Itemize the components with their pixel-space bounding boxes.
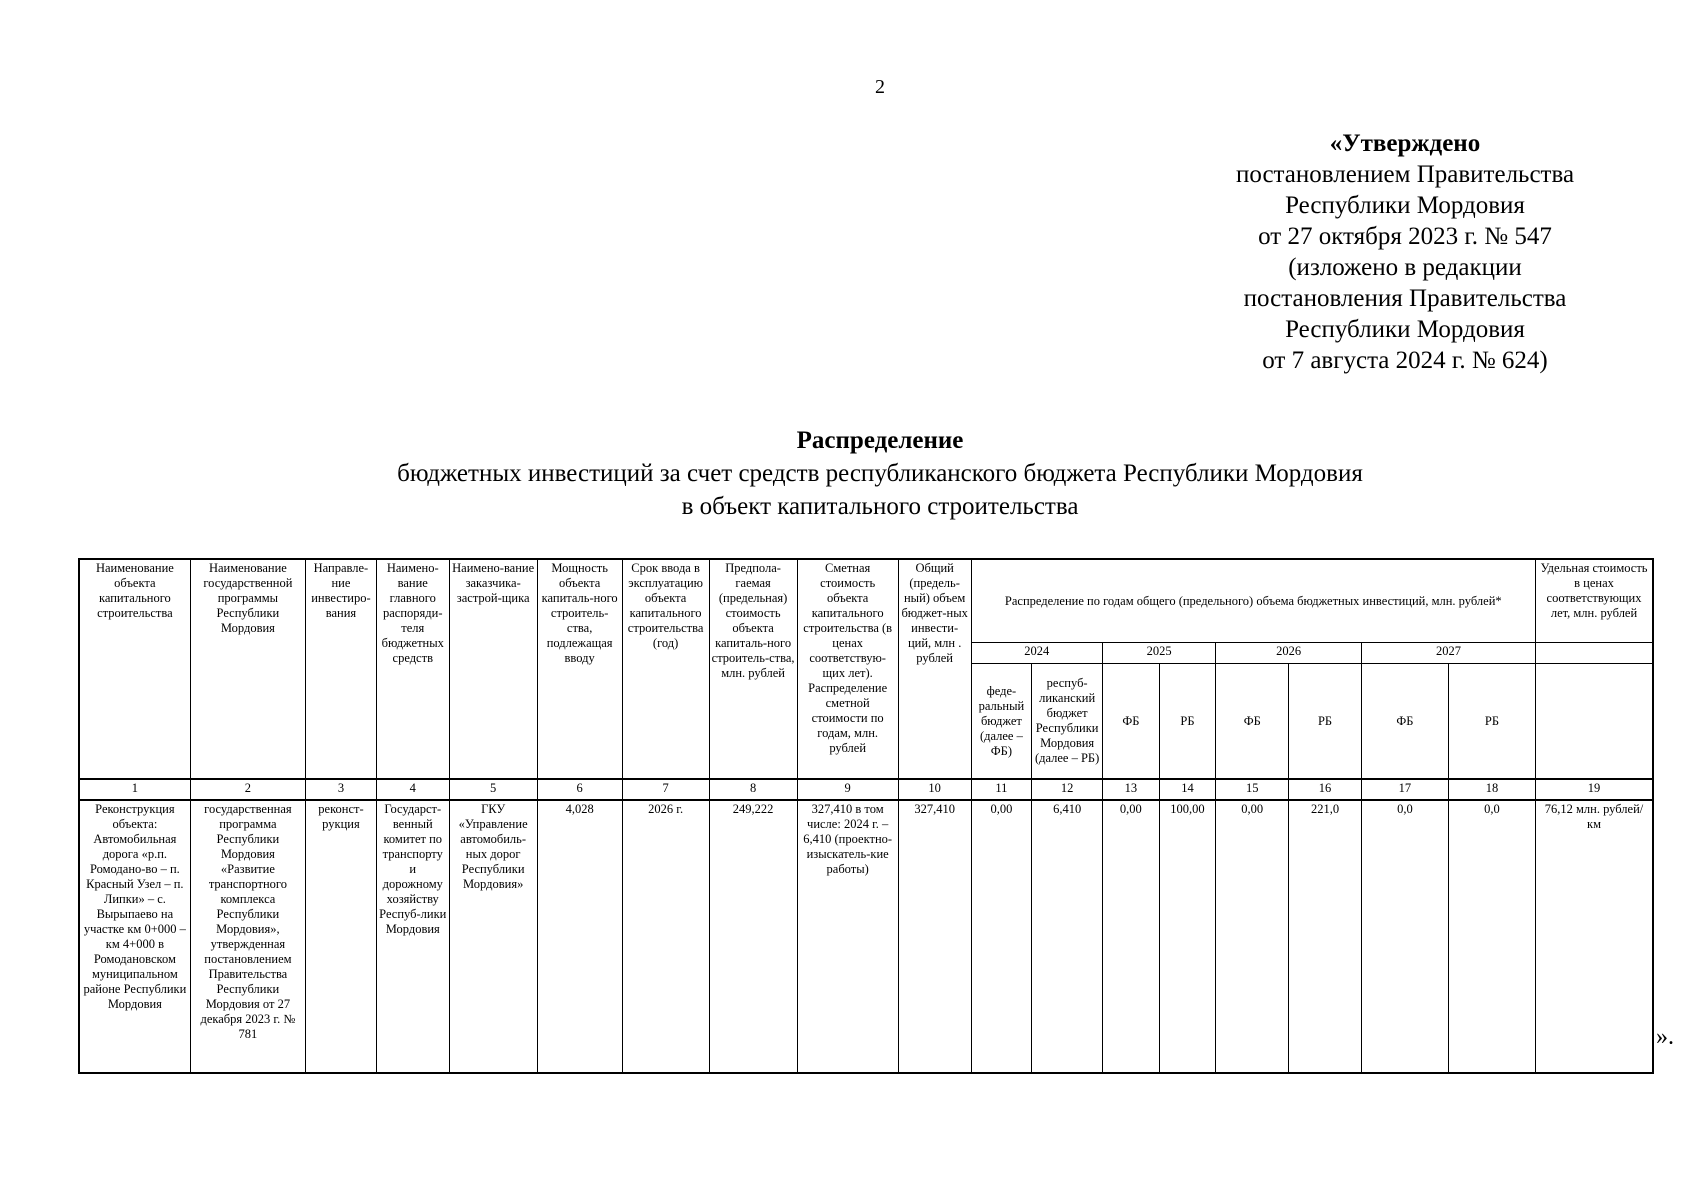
distribution-header: Распределение по годам общего (предельного) объема бюджетных инвестиций, млн. рублей*	[971, 559, 1535, 643]
column-number: 4	[376, 779, 449, 800]
column-number: 11	[971, 779, 1032, 800]
table-cell: 249,222	[709, 800, 797, 1073]
subheader-cell: РБ	[1448, 664, 1535, 780]
approval-line: постановлением Правительства	[1235, 161, 1575, 188]
subheader-cell: ФБ	[1216, 664, 1289, 780]
header-cell: Общий (предель-ный) объем бюджет-ных инвести-ций, млн . рублей	[898, 559, 971, 779]
closing-quote: ».	[1656, 1024, 1674, 1050]
title-line: в объект капитального строительства	[681, 493, 1079, 520]
document-title	[0, 424, 1700, 523]
header-cell: Наимено-вание заказчика-застрой-щика	[449, 559, 537, 779]
approval-line: Республики Мордовия	[1285, 316, 1525, 343]
table-cell: 4,028	[537, 800, 622, 1073]
table-cell: 2026 г.	[622, 800, 709, 1073]
year-header: 2026	[1216, 643, 1362, 664]
table-cell: 0,00	[971, 800, 1032, 1073]
column-number: 14	[1159, 779, 1216, 800]
table-cell: реконст-рукция	[306, 800, 377, 1073]
empty-cell	[1536, 643, 1653, 664]
column-number: 10	[898, 779, 971, 800]
header-cell: Наименование объекта капитального строительства	[79, 559, 190, 779]
table-cell: 100,00	[1159, 800, 1216, 1073]
column-number: 12	[1032, 779, 1103, 800]
page-number: 2	[875, 76, 885, 98]
column-number: 2	[190, 779, 305, 800]
table-cell: 327,410 в том числе: 2024 г. – 6,410 (проектно-изыскатель-кие работы)	[797, 800, 898, 1073]
approval-line: от 27 октября 2023 г. № 547	[1258, 223, 1552, 250]
subheader-cell: ФБ	[1361, 664, 1448, 780]
table-row	[79, 800, 1653, 1073]
column-number: 9	[797, 779, 898, 800]
column-number: 7	[622, 779, 709, 800]
approval-line: постановления Правительства	[1243, 285, 1567, 312]
year-header: 2025	[1103, 643, 1216, 664]
table-cell: Государст-венный комитет по транспорту и дорожному хозяйству Респуб-лики Мордовия	[376, 800, 449, 1073]
approval-line: Республики Мордовия	[1285, 192, 1525, 219]
subheader-cell: РБ	[1159, 664, 1216, 780]
table-cell: ГКУ «Управление автомобиль-ных дорог Республики Мордовия»	[449, 800, 537, 1073]
header-cell: Сметная стоимость объекта капитального строительства (в ценах соответствую-щих лет). Распределение сметной стоимости по годам, млн. рублей	[797, 559, 898, 779]
column-number: 16	[1289, 779, 1362, 800]
table-cell: Реконструкция объекта: Автомобильная дорога «р.п. Ромодано-во – п. Красный Узел – п. Липки» – с. Вырыпаево на участке км 0+000 – км 4+000 в Ромодановском муниципальном районе Республики Мордовия	[79, 800, 190, 1073]
subheader-cell: феде-ральный бюджет (далее – ФБ)	[971, 664, 1032, 780]
column-number: 18	[1448, 779, 1535, 800]
subheader-cell: РБ	[1289, 664, 1362, 780]
header-cell: Предпола-гаемая (предельная) стоимость объекта капиталь-ного строитель-ства, млн. рублей	[709, 559, 797, 779]
table-cell: государственная программа Республики Мордовия «Развитие транспортного комплекса Республики Мордовия», утвержденная постановлением Правительства Республики Мордовия от 27 декабря 2023 г. № 781	[190, 800, 305, 1073]
table-cell: 6,410	[1032, 800, 1103, 1073]
header-cell: Мощность объекта капиталь-ного строитель-ства, подлежащая вводу	[537, 559, 622, 779]
year-header: 2027	[1361, 643, 1535, 664]
table-cell: 221,0	[1289, 800, 1362, 1073]
table-cell: 0,00	[1103, 800, 1160, 1073]
column-number: 5	[449, 779, 537, 800]
header-row-1	[79, 559, 1653, 643]
column-number: 17	[1361, 779, 1448, 800]
subheader-cell: ФБ	[1103, 664, 1160, 780]
investment-distribution-table	[78, 558, 1654, 1074]
approval-line: (изложено в редакции	[1288, 254, 1522, 281]
unit-cost-header: Удельная стоимость в ценах соответствующих лет, млн. рублей	[1536, 559, 1653, 643]
table-cell: 0,0	[1361, 800, 1448, 1073]
title-line: бюджетных инвестиций за счет средств республиканского бюджета Республики Мордовия	[397, 460, 1363, 487]
empty-cell	[1536, 664, 1653, 780]
table-cell: 327,410	[898, 800, 971, 1073]
column-number: 6	[537, 779, 622, 800]
column-number: 13	[1103, 779, 1160, 800]
column-number: 15	[1216, 779, 1289, 800]
header-cell: Наименование государственной программы Республики Мордовия	[190, 559, 305, 779]
title-main: Распределение	[796, 427, 964, 454]
column-number-row	[79, 779, 1653, 800]
column-number: 19	[1536, 779, 1653, 800]
column-number: 8	[709, 779, 797, 800]
subheader-cell: респуб-ликанский бюджет Республики Мордовия (далее – РБ)	[1032, 664, 1103, 780]
table-cell: 0,0	[1448, 800, 1535, 1073]
approval-block	[1215, 128, 1595, 376]
column-number: 3	[306, 779, 377, 800]
header-cell: Направле-ние инвестиро-вания	[306, 559, 377, 779]
header-cell: Наимено-вание главного распоряди-теля бюджетных средств	[376, 559, 449, 779]
column-number: 1	[79, 779, 190, 800]
table-cell: 0,00	[1216, 800, 1289, 1073]
approval-line: от 7 августа 2024 г. № 624)	[1262, 347, 1548, 374]
year-header: 2024	[971, 643, 1102, 664]
approval-title: «Утверждено	[1329, 130, 1481, 157]
header-cell: Срок ввода в эксплуатацию объекта капитального строительства (год)	[622, 559, 709, 779]
table-cell: 76,12 млн. рублей/ км	[1536, 800, 1653, 1073]
